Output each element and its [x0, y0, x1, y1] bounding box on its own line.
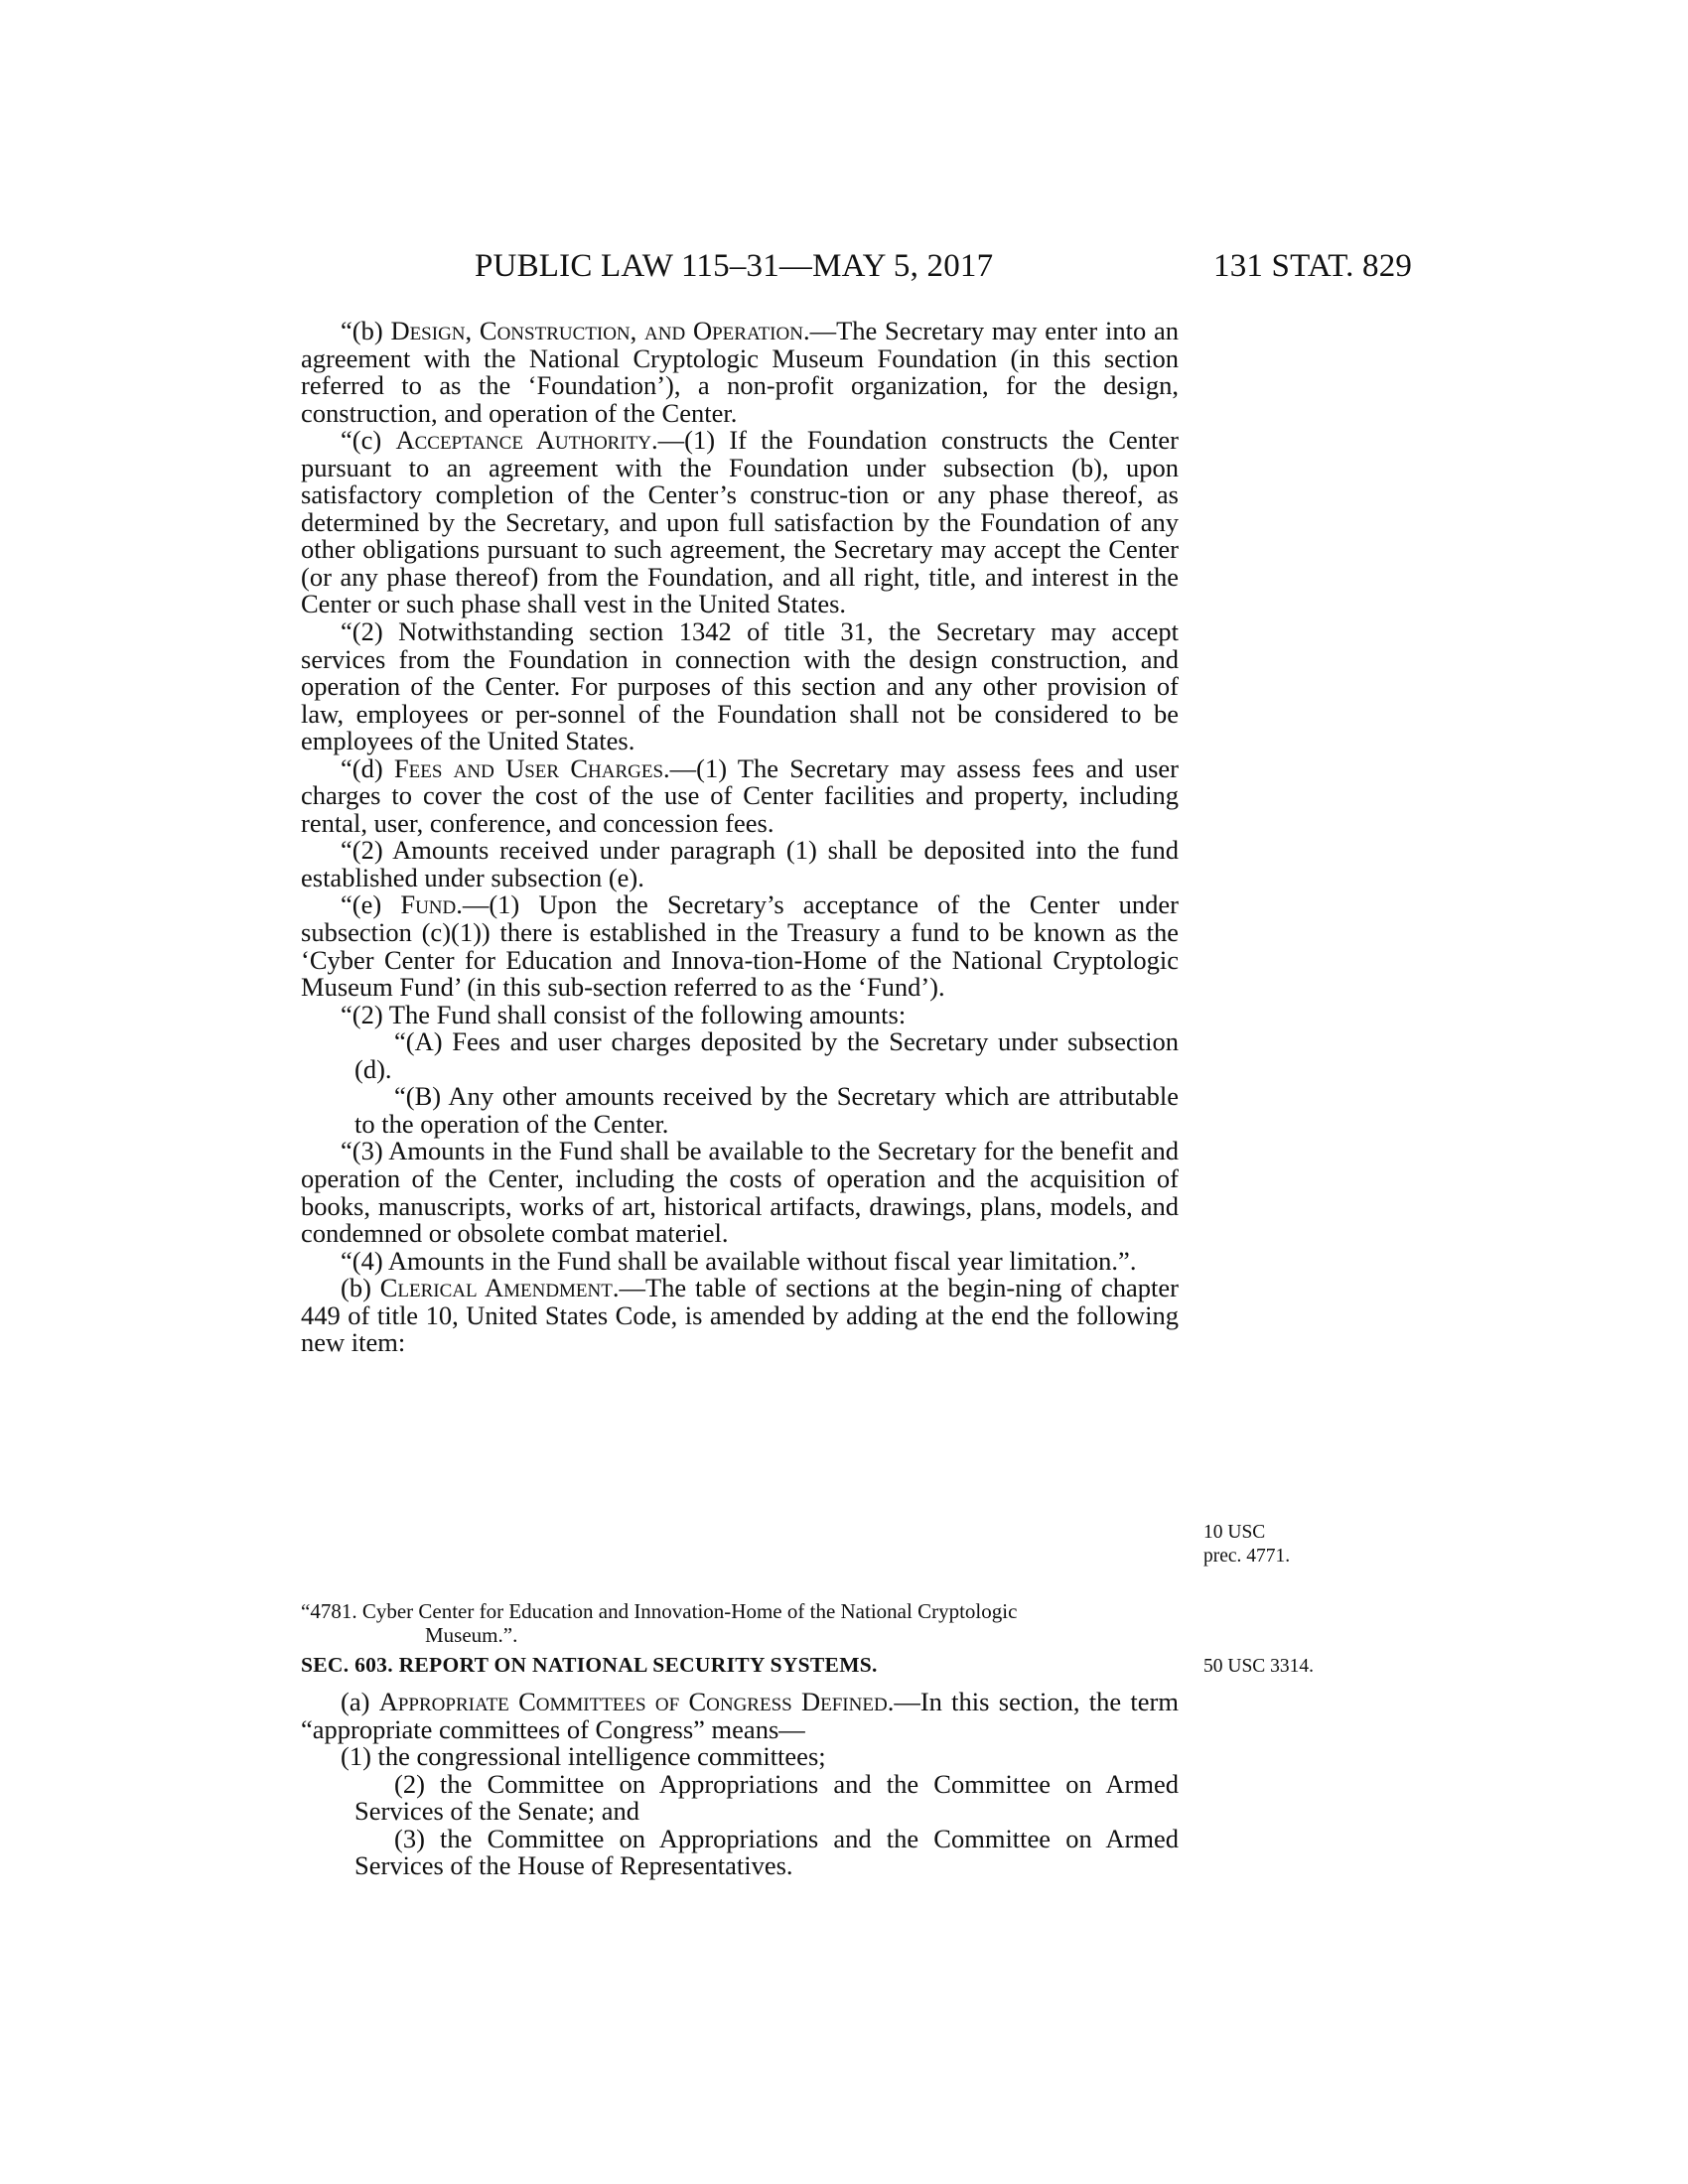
paragraph-d2: “(2) Amounts received under paragraph (1) shall be deposited into the fund established under subsection (e).: [301, 835, 1179, 892]
paragraph-e4: “(4) Amounts in the Fund shall be available without fiscal year limitation.”.: [341, 1245, 1137, 1276]
subsection-d-fees: “(d) Fees and User Charges.—(1) The Secretary may assess fees and user charges to cover the cost of the use of Center facilities and property, including rental, user, conference, and concession fees.: [301, 752, 1180, 838]
table-of-sections-item: [301, 1599, 1179, 1647]
page-header: [0, 248, 1688, 298]
list-item: (1) the congressional intelligence committees;: [341, 1741, 826, 1772]
subsection-heading: Design, Construction, and Operation: [390, 316, 803, 345]
clerical-amendment: (b) Clerical Amendment.—The table of sections at the begin-ning of chapter 449 of title 10, United States Code, is amended by adding at the end the following new item:: [301, 1273, 1179, 1358]
table-item-line: Museum.”.: [425, 1623, 518, 1647]
subsection-heading: Acceptance Authority: [395, 425, 651, 456]
table-item-line: “4781. Cyber Center for Education and Innovation-Home of the National Cryptologic: [301, 1599, 1018, 1623]
subsection-heading: Fund: [400, 889, 457, 920]
margin-note-usc-50: 50 USC 3314.: [1203, 1656, 1315, 1677]
subsection-heading: Clerical Amendment: [379, 1273, 613, 1303]
paragraph-e2: “(2) The Fund shall consist of the following amounts:: [341, 999, 907, 1029]
subsection-heading: Fees and User Charges: [393, 752, 664, 783]
subsection-a-definition: (a) Appropriate Committees of Congress Defined.—In this section, the term “appropriate committees of Congress” means—: [301, 1687, 1179, 1744]
subparagraph-e2b: “(B) Any other amounts received by the Secretary which are attributable to the operation of the Center.: [354, 1081, 1179, 1139]
subsection-e-fund: “(e) Fund.—(1) Upon the Secretary’s acceptance of the Center under subsection (c)(1)) there is established in the Treasury a fund to be known as the ‘Cyber Center for Education and Innova-tion-Home of the National Cryptologic Museum Fund’ (in this sub-section referred to as the ‘Fund’).: [301, 889, 1179, 1003]
subsection-heading: Appropriate Committees of Congress Defined: [378, 1687, 888, 1716]
section-603-body: [301, 1689, 1179, 1880]
running-head: PUBLIC LAW 115–31—MAY 5, 2017: [475, 248, 994, 284]
stat-page-number: 131 STAT. 829: [1213, 248, 1413, 284]
list-item: (3) the Committee on Appropriations and the Committee on Armed Services of the House of Representatives.: [354, 1823, 1179, 1881]
paragraph-c2: “(2) Notwithstanding section 1342 of title 31, the Secretary may accept services from the Foundation in connection with the design construction, and operation of the Center. For purposes of this section and any other provision of law, employees or per-sonnel of the Foundation shall not be considered to be employees of the United States.: [301, 616, 1179, 756]
subparagraph-e2a: “(A) Fees and user charges deposited by the Secretary under subsection (d).: [354, 1026, 1179, 1084]
paragraph-e3: “(3) Amounts in the Fund shall be available to the Secretary for the benefit and operation of the Center, including the costs of operation and the acquisition of books, manuscripts, works of art, historical artifacts, drawings, plans, models, and condemned or obsolete combat materiel.: [301, 1136, 1179, 1249]
subsection-b-design: “(b) Design, Construction, and Operation.—The Secretary may enter into an agreement with the National Cryptologic Museum Foundation (in this section referred to as the ‘Foundation’), a non-profit organization, for the design, construction, and operation of the Center.: [301, 316, 1179, 428]
list-item: (2) the Committee on Appropriations and the Committee on Armed Services of the Senate; and: [354, 1768, 1179, 1827]
section-603-heading: SEC. 603. REPORT ON NATIONAL SECURITY SYSTEMS.: [301, 1653, 878, 1677]
subsection-c-acceptance: “(c) Acceptance Authority.—(1) If the Foundation constructs the Center pursuant to an agreement with the Foundation under subsection (b), upon satisfactory completion of the Center’s construc-tion or any phase thereof, as determined by the Secretary, and upon full satisfaction by the Foundation of any other obligations pursuant to such agreement, the Secretary may accept the Center (or any phase thereof) from the Foundation, and all right, title, and interest in the Center or such phase shall vest in the United States.: [301, 425, 1179, 619]
statute-body: [301, 318, 1179, 1357]
margin-note-usc-10: 10 USC prec. 4771.: [1203, 1522, 1291, 1567]
